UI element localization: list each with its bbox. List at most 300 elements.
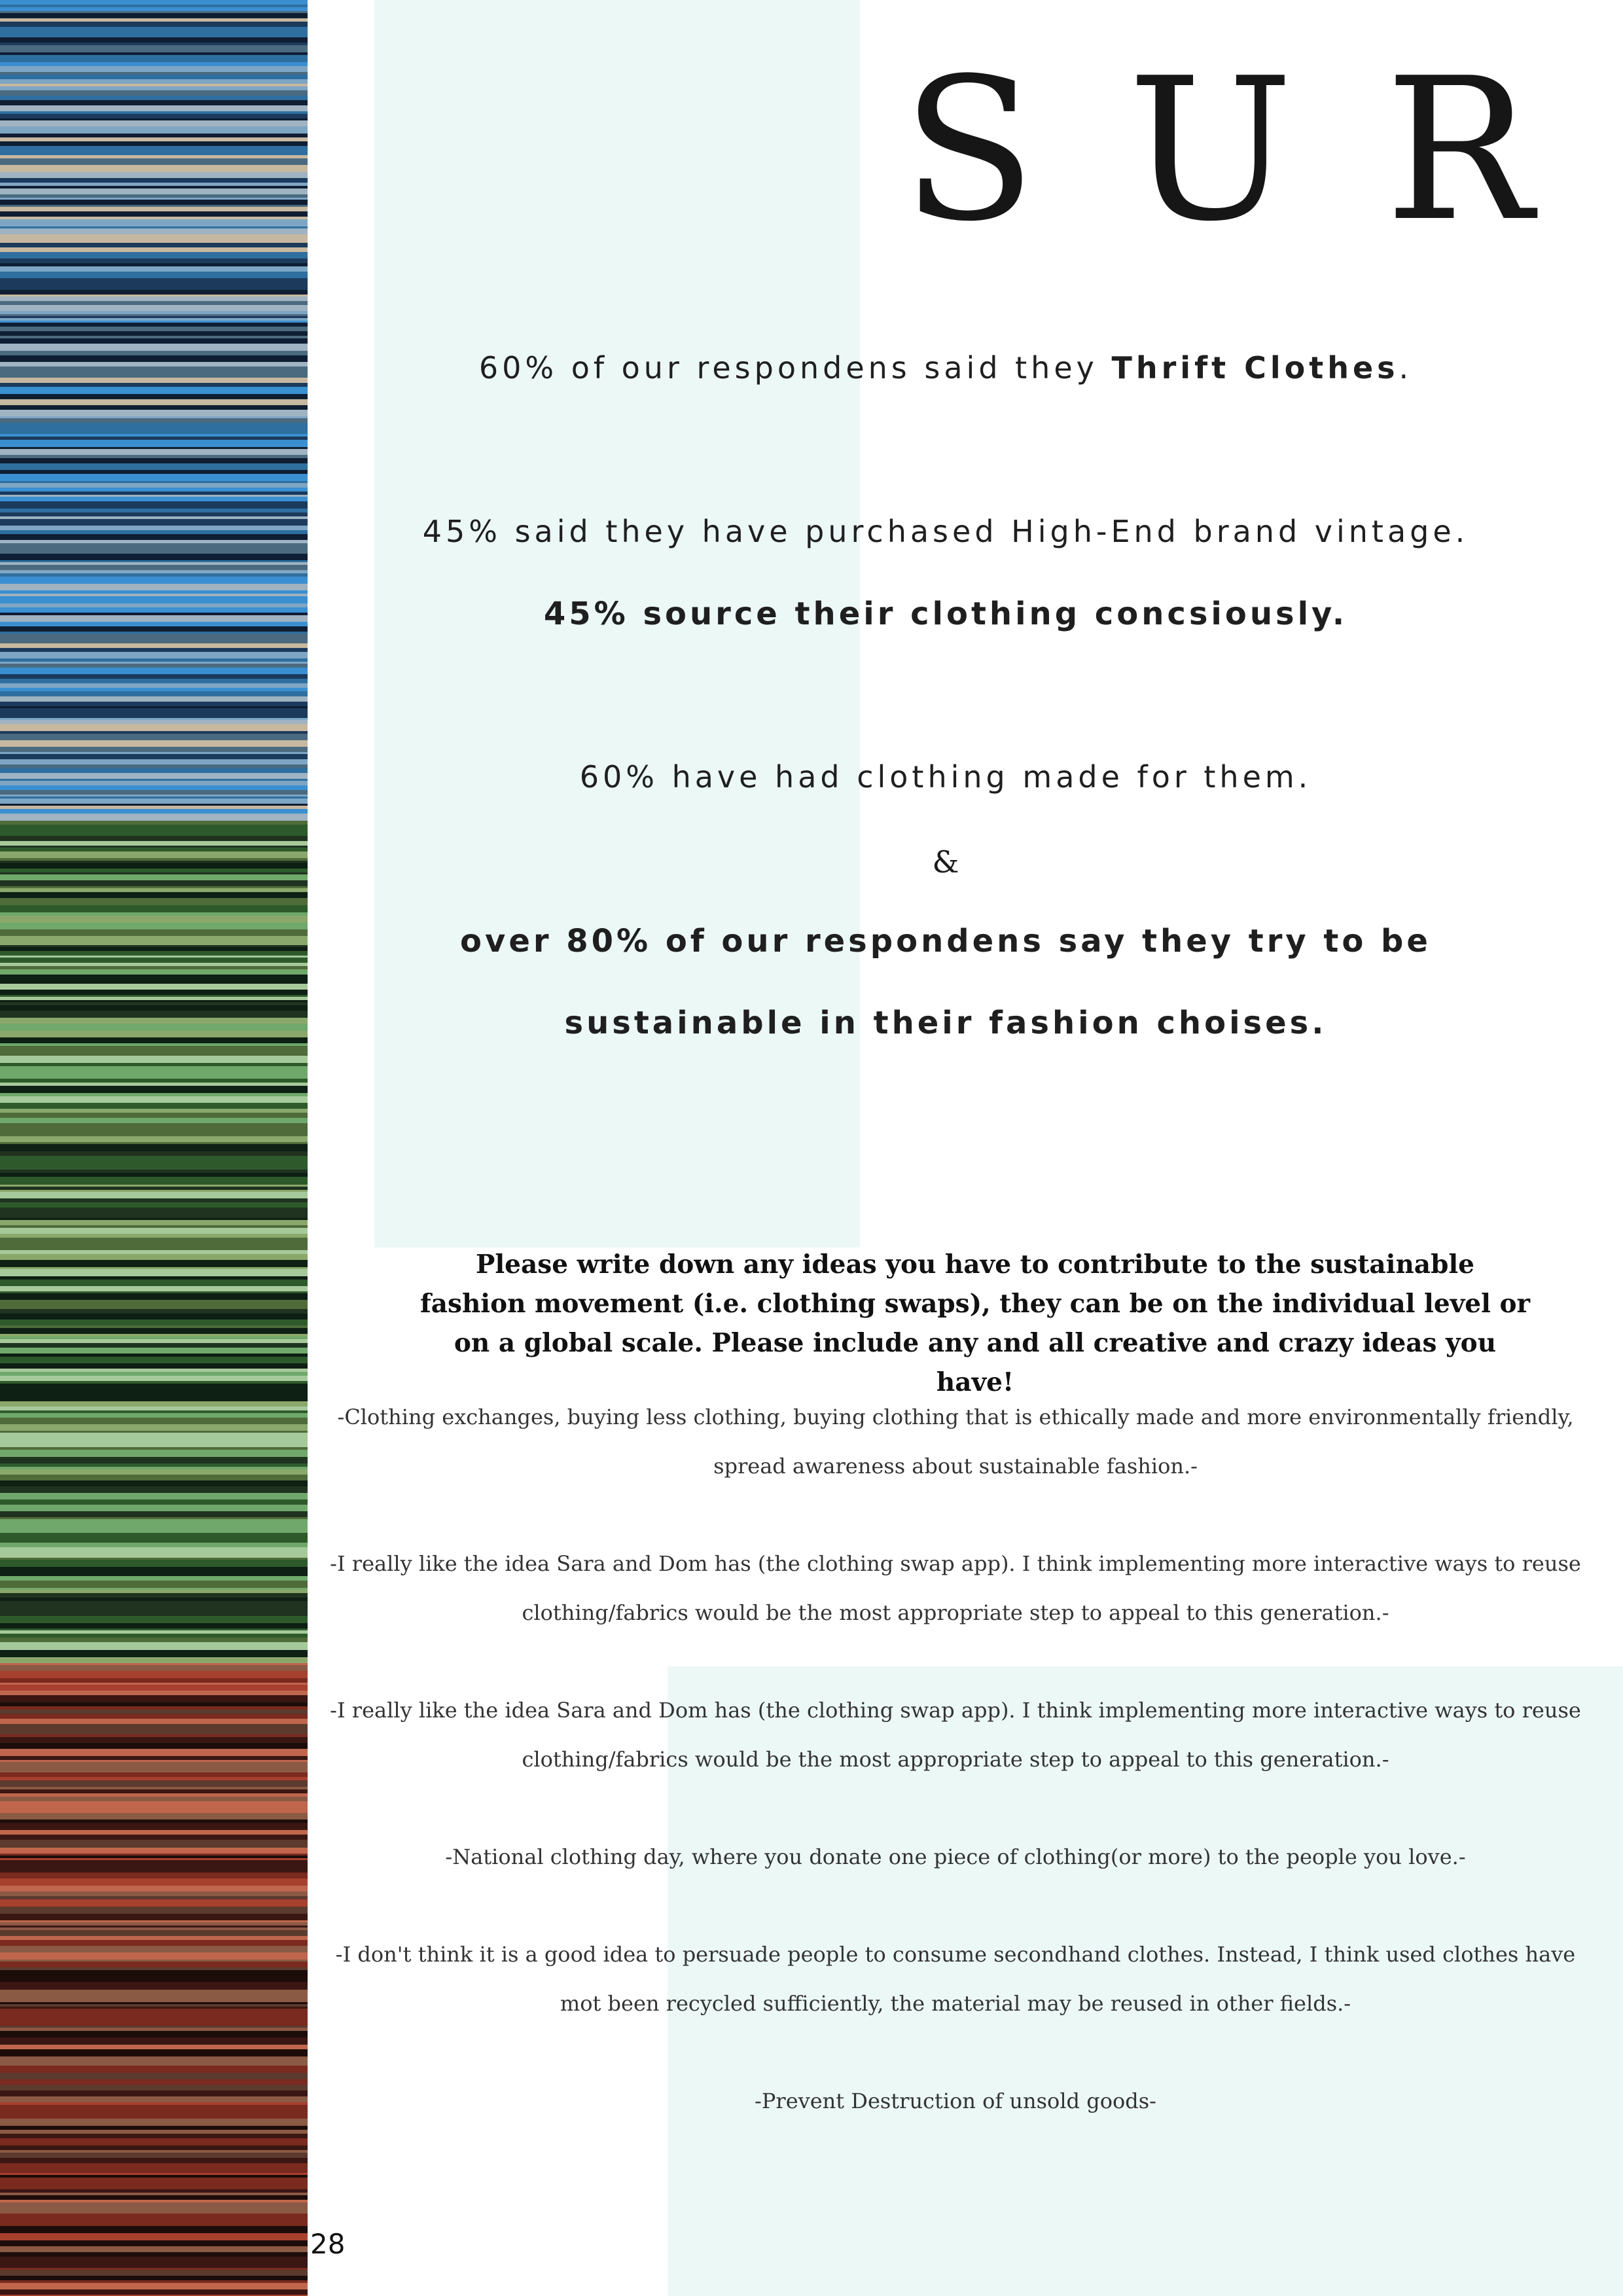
stripe	[0, 2193, 308, 2195]
stripe	[0, 662, 308, 664]
stripe	[0, 1737, 308, 1743]
stripe	[0, 562, 308, 565]
stripe	[0, 1780, 308, 1787]
stripe	[0, 111, 308, 114]
stripe	[0, 1914, 308, 1920]
stripe	[0, 449, 308, 452]
stripe	[0, 764, 308, 768]
stripe	[0, 1928, 308, 1930]
stripe	[0, 1678, 308, 1683]
stripe	[0, 1970, 308, 1975]
stripe	[0, 584, 308, 590]
stripe	[0, 481, 308, 483]
stripe	[0, 1634, 308, 1638]
stripe	[0, 252, 308, 259]
stripe	[0, 1777, 308, 1780]
stripe	[0, 1043, 308, 1046]
stripe	[0, 455, 308, 458]
stripe	[0, 1334, 308, 1336]
stripe	[0, 2233, 308, 2240]
stripe	[0, 1743, 308, 1749]
stripe	[0, 1558, 308, 1560]
stripe	[0, 2166, 308, 2173]
stripe	[0, 1215, 308, 1218]
stripe	[0, 305, 308, 311]
stripe	[0, 1083, 308, 1086]
stripe	[0, 1046, 308, 1050]
stripe	[0, 483, 308, 488]
stripe	[0, 1719, 308, 1724]
stripe	[0, 1793, 308, 1797]
stripe	[0, 207, 308, 211]
stripe	[0, 447, 308, 449]
stripe	[0, 1336, 308, 1339]
stripe	[0, 1940, 308, 1946]
stripe	[0, 648, 308, 652]
stripe	[0, 990, 308, 995]
stripe	[0, 2028, 308, 2031]
stripe	[0, 509, 308, 512]
stripe	[0, 378, 308, 383]
stripe	[0, 1598, 308, 1601]
stripe	[0, 1930, 308, 1936]
stripe	[0, 702, 308, 706]
stripe	[0, 1813, 308, 1820]
stripe	[0, 1109, 308, 1113]
stat-sustainable-line-1: over 80% of our respondens say they try to be	[460, 923, 1431, 960]
stripe	[0, 941, 308, 945]
stripe	[0, 188, 308, 194]
title-letter-s: S	[901, 36, 1037, 264]
stripe	[0, 1967, 308, 1970]
stripe	[0, 2261, 308, 2268]
stripe	[0, 1160, 308, 1164]
stripe	[0, 1457, 308, 1463]
stripe	[0, 1533, 308, 1538]
stripe	[0, 327, 308, 331]
stripe	[0, 2056, 308, 2058]
stripe	[0, 1907, 308, 1914]
stripe	[0, 1517, 308, 1519]
stripe	[0, 1732, 308, 1734]
stripe	[0, 1450, 308, 1452]
stripe	[0, 516, 308, 519]
stripe	[0, 2175, 308, 2178]
stripe-pattern	[0, 0, 308, 2296]
stripe	[0, 492, 308, 495]
stripe	[0, 664, 308, 668]
stripe	[0, 718, 308, 720]
stripe	[0, 321, 308, 323]
stripe	[0, 272, 308, 278]
stripe	[0, 2268, 308, 2270]
stripe	[0, 1363, 308, 1369]
stripe	[0, 1397, 308, 1401]
stripe	[0, 2119, 308, 2126]
stripe	[0, 1300, 308, 1302]
stripe	[0, 570, 308, 573]
stripe	[0, 912, 308, 916]
stripe	[0, 314, 308, 316]
stripe	[0, 2068, 308, 2073]
stripe	[0, 512, 308, 516]
stripe	[0, 1319, 308, 1325]
stripe	[0, 1208, 308, 1215]
stripe	[0, 916, 308, 923]
stripe	[0, 344, 308, 351]
stat-sustainable-line-2: sustainable in their fashion choises.	[564, 1005, 1327, 1041]
stripe	[0, 120, 308, 126]
stripe	[0, 1899, 308, 1907]
stripe	[0, 198, 308, 200]
stripe	[0, 550, 308, 554]
stripe	[0, 114, 308, 118]
stripe	[0, 1314, 308, 1319]
stripe	[0, 323, 308, 327]
stripe	[0, 2111, 308, 2119]
stripe	[0, 1228, 308, 1234]
stripe	[0, 1123, 308, 1130]
stripe	[0, 836, 308, 841]
stripe	[0, 861, 308, 863]
stripe	[0, 643, 308, 648]
stripe	[0, 243, 308, 245]
stripe	[0, 1638, 308, 1642]
stripe	[0, 1431, 308, 1433]
stripe	[0, 2252, 308, 2257]
stripe	[0, 966, 308, 969]
stripe	[0, 1447, 308, 1450]
stripe	[0, 268, 308, 272]
stripe	[0, 888, 308, 892]
stripe	[0, 2289, 308, 2295]
stripe	[0, 1475, 308, 1480]
stripe	[0, 1860, 308, 1866]
stripe	[0, 497, 308, 501]
stripe	[0, 383, 308, 387]
stripe	[0, 1280, 308, 1286]
stripe	[0, 795, 308, 797]
stripe	[0, 234, 308, 240]
stripe	[0, 1858, 308, 1860]
stripe	[0, 997, 308, 1000]
stripe	[0, 1286, 308, 1291]
stripe	[0, 1339, 308, 1343]
stripe	[0, 1293, 308, 1300]
stripe	[0, 1896, 308, 1899]
stripe	[0, 1787, 308, 1789]
stripe	[0, 759, 308, 764]
stripe	[0, 1063, 308, 1066]
stripe	[0, 1136, 308, 1142]
stripe	[0, 434, 308, 437]
stripe	[0, 463, 308, 470]
stripe	[0, 1418, 308, 1424]
stripe	[0, 92, 308, 96]
stripe	[0, 1710, 308, 1714]
stripe	[0, 814, 308, 821]
stripe	[0, 281, 308, 286]
stripe	[0, 2134, 308, 2138]
stripe	[0, 1072, 308, 1079]
stripe	[0, 1024, 308, 1031]
stripe	[0, 488, 308, 492]
stripe	[0, 165, 308, 172]
stripe	[0, 2138, 308, 2145]
stripe	[0, 318, 308, 321]
stripe	[0, 1000, 308, 1002]
stripe	[0, 706, 308, 708]
stripe	[0, 1276, 308, 1280]
stripe	[0, 679, 308, 683]
stripe	[0, 1243, 308, 1250]
answer-item: -I really like the idea Sara and Dom has (the clothing swap app). I think implementing more interactive ways to reuse clothing/fabrics would be the most appropriate step to appeal to this generation.-	[330, 1551, 1581, 1625]
stripe	[0, 286, 308, 290]
stripe	[0, 1936, 308, 1940]
stripe	[0, 1801, 308, 1806]
stripe	[0, 440, 308, 447]
stripe	[0, 607, 308, 613]
stripe	[0, 613, 308, 615]
stripe	[0, 2022, 308, 2026]
stripe	[0, 1202, 308, 1208]
stripe	[0, 1920, 308, 1922]
stripe	[0, 947, 308, 951]
stripe	[0, 2214, 308, 2221]
title-letter-u: U	[1128, 36, 1294, 264]
stripe	[0, 1234, 308, 1238]
stripe	[0, 2200, 308, 2202]
stripe	[0, 790, 308, 795]
stripe	[0, 186, 308, 188]
stripe	[0, 1975, 308, 1982]
stripe	[0, 1359, 308, 1363]
stripe	[0, 1260, 308, 1267]
stripe	[0, 1552, 308, 1558]
stripe	[0, 573, 308, 577]
stripe	[0, 1103, 308, 1109]
stripe	[0, 1628, 308, 1630]
stripe	[0, 1357, 308, 1359]
stripe	[0, 31, 308, 37]
stripe	[0, 1177, 308, 1183]
answer-item: -I really like the idea Sara and Dom has (the clothing swap app). I think implementing more interactive ways to reuse clothing/fabrics would be the most appropriate step to appeal to this generation.-	[330, 1698, 1581, 1772]
stripe	[0, 936, 308, 941]
stripe	[0, 526, 308, 530]
stripe	[0, 387, 308, 394]
stripe	[0, 969, 308, 975]
stripe	[0, 1962, 308, 1967]
stripe	[0, 1381, 308, 1384]
stripe	[0, 278, 308, 281]
stripe	[0, 1995, 308, 2002]
stripe	[0, 1688, 308, 1691]
stripe	[0, 622, 308, 626]
stripe	[0, 0, 308, 5]
stripe	[0, 2031, 308, 2037]
stripe	[0, 1768, 308, 1772]
stripe	[0, 740, 308, 747]
stripe	[0, 149, 308, 155]
stripe	[0, 245, 308, 247]
stripe	[0, 1650, 308, 1657]
stripe	[0, 1079, 308, 1083]
stripe	[0, 7, 308, 11]
stripe	[0, 781, 308, 783]
stripe	[0, 2173, 308, 2175]
stripe	[0, 929, 308, 933]
stripe	[0, 240, 308, 243]
stripe	[0, 1663, 308, 1665]
stripe	[0, 797, 308, 798]
stripe	[0, 565, 308, 570]
stripe	[0, 981, 308, 984]
stripe	[0, 637, 308, 643]
stripe	[0, 1452, 308, 1457]
stripe	[0, 1254, 308, 1260]
stripe	[0, 22, 308, 27]
stripe	[0, 295, 308, 296]
answer-item: -Clothing exchanges, buying less clothing, buying clothing that is ethically made and more environmentally friendly, spread awareness about sustainable fashion.-	[337, 1405, 1574, 1479]
stripe	[0, 351, 308, 355]
stripe	[0, 331, 308, 336]
stripe	[0, 1407, 308, 1410]
stripe	[0, 754, 308, 759]
stripe	[0, 1056, 308, 1063]
stripe	[0, 1413, 308, 1418]
stripe	[0, 809, 308, 814]
stripe	[0, 658, 308, 662]
stripe	[0, 1469, 308, 1475]
stripe	[0, 2002, 308, 2004]
stripe	[0, 674, 308, 679]
stripe	[0, 373, 308, 378]
stripe	[0, 1581, 308, 1588]
stripe	[0, 783, 308, 785]
stripe	[0, 1354, 308, 1357]
stripe	[0, 211, 308, 217]
stripe	[0, 474, 308, 481]
stripe	[0, 1066, 308, 1072]
stripe	[0, 219, 308, 226]
stripe	[0, 858, 308, 861]
stripe	[0, 2163, 308, 2166]
stripe	[0, 975, 308, 981]
stripe	[0, 634, 308, 637]
stripe	[0, 1866, 308, 1873]
stripe	[0, 2037, 308, 2045]
stripe	[0, 1772, 308, 1777]
stripe	[0, 105, 308, 111]
stripe	[0, 2004, 308, 2007]
stripe	[0, 1760, 308, 1762]
stripe	[0, 2240, 308, 2246]
survey-question: Please write down any ideas you have to contribute to the sustainable fashion movement (i.e. clothing swaps), they can be on the individual level or on a global scale. Please include any and all creative and crazy ideas you have!	[419, 1249, 1531, 1397]
decorative-stripe-band	[0, 0, 308, 2296]
stripe	[0, 1391, 308, 1397]
stripe	[0, 1250, 308, 1254]
stripe	[0, 554, 308, 560]
stripe	[0, 1142, 308, 1144]
stripe	[0, 495, 308, 497]
stripe	[0, 1892, 308, 1896]
stripe	[0, 2015, 308, 2022]
stripe	[0, 1601, 308, 1607]
stripe	[0, 806, 308, 809]
stripe	[0, 362, 308, 367]
stripe	[0, 1922, 308, 1926]
stripe	[0, 2090, 308, 2096]
stripe	[0, 1050, 308, 1056]
stripe	[0, 779, 308, 781]
answer-item: -I don't think it is a good idea to persuade people to consume secondhand clothes. Instead, I think used clothes have mot been recycled sufficiently, the material may be reused in other fields.-	[335, 1942, 1576, 2016]
stripe	[0, 86, 308, 90]
stripe	[0, 336, 308, 338]
stripe	[0, 141, 308, 146]
stripe	[0, 691, 308, 696]
stripe	[0, 1570, 308, 1576]
stripe	[0, 2096, 308, 2102]
stripe	[0, 1726, 308, 1732]
stripe	[0, 158, 308, 165]
stripe	[0, 1848, 308, 1850]
stripe	[0, 933, 308, 936]
stripe	[0, 2202, 308, 2208]
stripe	[0, 55, 308, 62]
stripe	[0, 668, 308, 674]
stripe	[0, 734, 308, 740]
stat-thrift-suffix: .	[1399, 350, 1413, 386]
stripe	[0, 226, 308, 228]
stripe	[0, 1005, 308, 1011]
stripe	[0, 951, 308, 956]
stripe	[0, 1952, 308, 1960]
stripe	[0, 1369, 308, 1372]
stripe	[0, 2283, 308, 2289]
stripe	[0, 652, 308, 658]
stripe	[0, 829, 308, 836]
stripe	[0, 1185, 308, 1187]
stripe	[0, 720, 308, 724]
stripe	[0, 1218, 308, 1220]
stripe	[0, 194, 308, 198]
stripe	[0, 27, 308, 31]
stat-conscious: 45% source their clothing concsiously.	[543, 596, 1348, 632]
stripe	[0, 1886, 308, 1892]
stripe	[0, 1623, 308, 1628]
stripe	[0, 2153, 308, 2158]
stripe	[0, 713, 308, 718]
stripe	[0, 2276, 308, 2280]
stripe	[0, 892, 308, 898]
stripe	[0, 2221, 308, 2226]
stripe	[0, 62, 308, 66]
stripe	[0, 594, 308, 596]
stripe	[0, 137, 308, 141]
stripe	[0, 301, 308, 305]
stripe	[0, 1695, 308, 1702]
stripe	[0, 2208, 308, 2214]
stripe	[0, 785, 308, 790]
stripe	[0, 1436, 308, 1441]
stripe	[0, 11, 308, 13]
stripe	[0, 437, 308, 440]
stat-high-end: 45% said they have purchased High-End brand vintage.	[422, 514, 1469, 549]
stripe	[0, 178, 308, 183]
stripe	[0, 1002, 308, 1005]
stripe	[0, 752, 308, 754]
stripe	[0, 1190, 308, 1192]
